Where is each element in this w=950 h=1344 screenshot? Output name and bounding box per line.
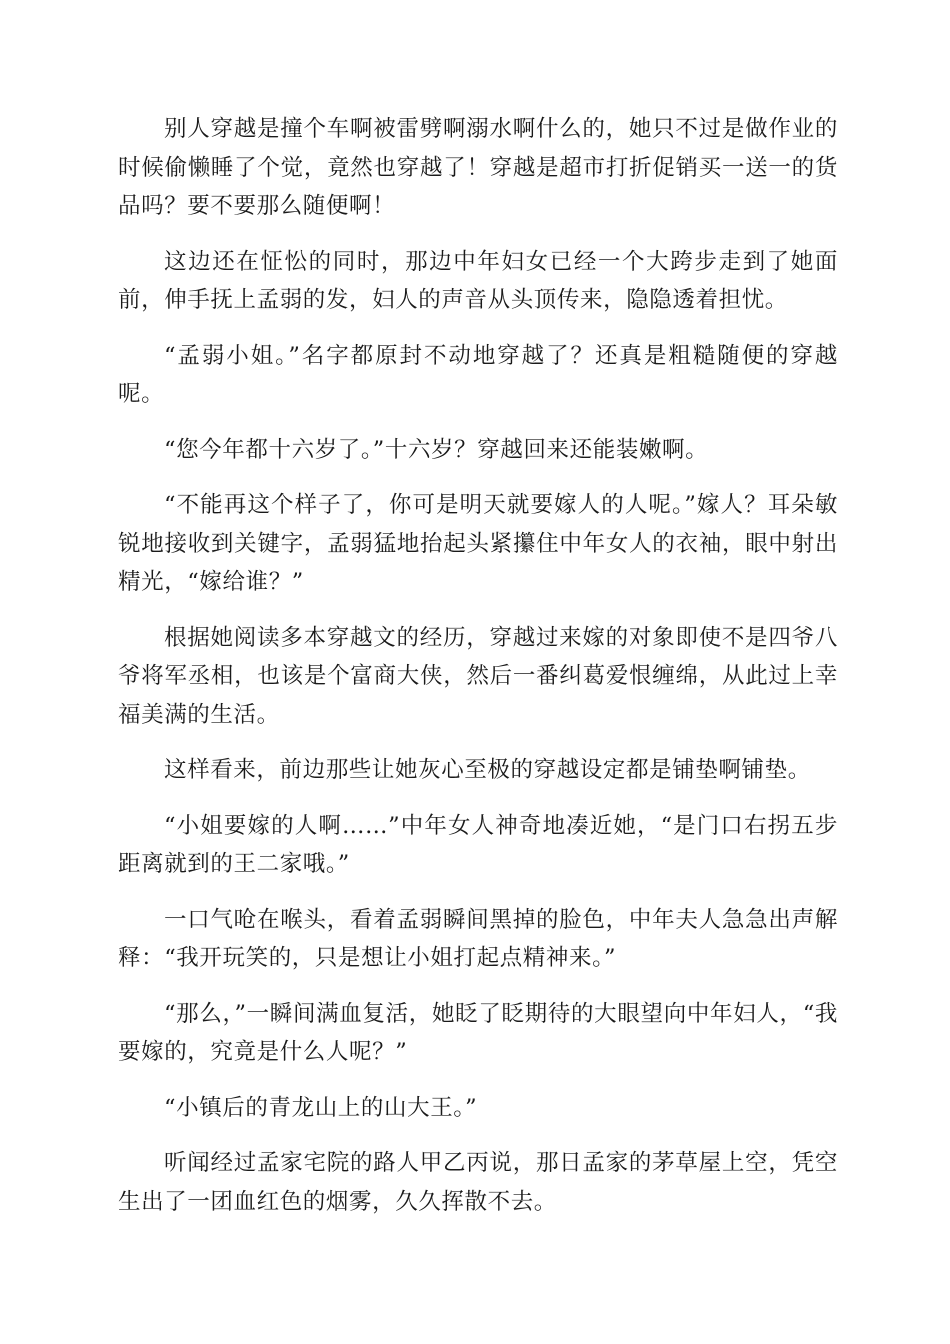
paragraph-8: “小姐要嫁的人啊……”中年女人神奇地凑近她，“是门口右拐五步距离就到的王二家哦。”: [118, 812, 838, 877]
paragraph-3: “孟弱小姐。”名字都原封不动地穿越了？还真是粗糙随便的穿越呢。: [118, 342, 838, 407]
paragraph-6: 根据她阅读多本穿越文的经历，穿越过来嫁的对象即使不是四爷八爷将军丞相，也该是个富商大侠，然后一番纠葛爱恨缠绵，从此过上幸福美满的生活。: [118, 624, 838, 728]
paragraph-11: “小镇后的青龙山上的山大王。”: [164, 1094, 478, 1121]
paragraph-10: “那么，”一瞬间满血复活，她眨了眨期待的大眼望向中年妇人，“我要嫁的，究竟是什么人呢？”: [118, 1000, 838, 1065]
paragraph-9: 一口气呛在喉头，看着孟弱瞬间黑掉的脸色，中年夫人急急出声解释：“我开玩笑的，只是想让小姐打起点精神来。”: [118, 906, 838, 971]
document-page: [118, 110, 838, 1238]
paragraph-1: 别人穿越是撞个车啊被雷劈啊溺水啊什么的，她只不过是做作业的时候偷懒睡了个觉，竟然也穿越了！穿越是超市打折促销买一送一的货品吗？要不要那么随便啊！: [118, 116, 838, 219]
paragraph-2: 这边还在怔忪的同时，那边中年妇女已经一个大跨步走到了她面前，伸手抚上孟弱的发，妇人的声音从头顶传来，隐隐透着担忧。: [118, 248, 838, 313]
paragraph-7: 这样看来，前边那些让她灰心至极的穿越设定都是铺垫啊铺垫。: [164, 757, 811, 783]
paragraph-12: 听闻经过孟家宅院的路人甲乙丙说，那日孟家的茅草屋上空，凭空生出了一团血红色的烟雾，久久挥散不去。: [118, 1150, 838, 1215]
paragraph-5: “不能再这个样子了，你可是明天就要嫁人的人呢。”嫁人？耳朵敏锐地接收到关键字，孟弱猛地抬起头紧攥住中年女人的衣袖，眼中射出精光，“嫁给谁？”: [118, 492, 838, 595]
paragraph-4: “您今年都十六岁了。”十六岁？穿越回来还能装嫩啊。: [164, 436, 709, 463]
